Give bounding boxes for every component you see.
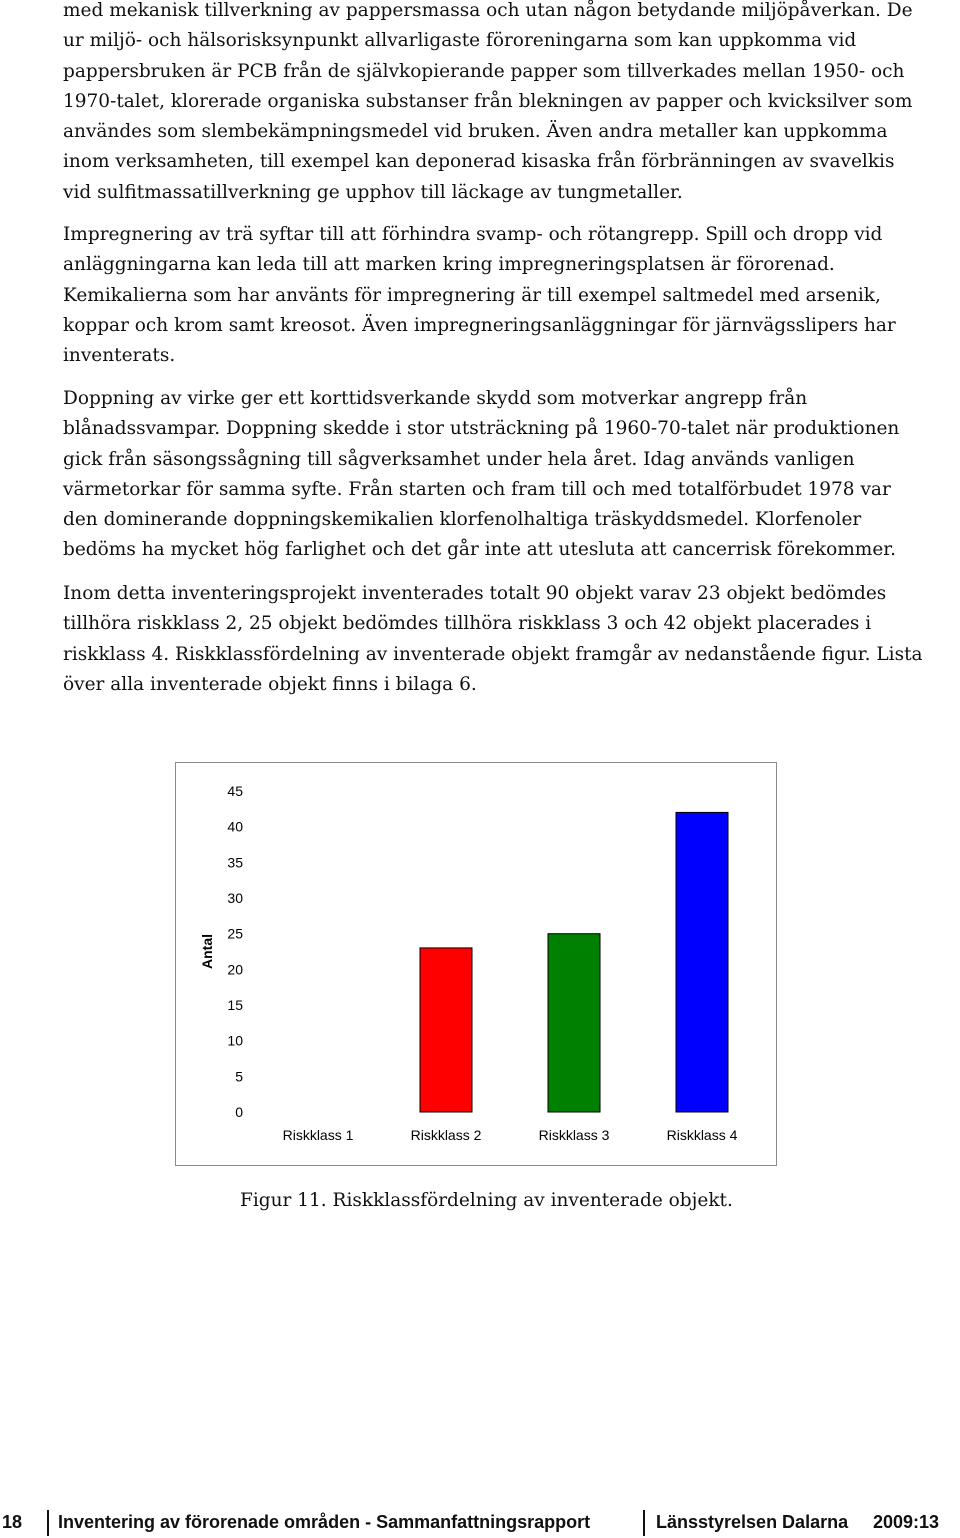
bar — [420, 948, 472, 1112]
y-tick-label: 25 — [227, 925, 243, 942]
paragraph-3 — [63, 384, 903, 566]
y-tick-label: 40 — [227, 818, 243, 835]
y-tick-label: 10 — [227, 1032, 243, 1049]
text-line: den dominerande doppningskemikalien klorfenolhaltiga träskyddsmedel. Klorfenoler — [63, 509, 862, 531]
x-tick-label: Riskklass 1 — [282, 1127, 354, 1143]
text-line: Impregnering av trä syftar till att förhindra svamp- och rötangrepp. Spill och dropp vid — [63, 224, 883, 245]
text-line: Inom detta inventeringsprojekt inventerades totalt 90 objekt varav 23 objekt bedömdes — [63, 583, 887, 604]
paragraph-1 — [63, 0, 913, 208]
text-line: riskklass 4. Riskklassfördelning av inventerade objekt framgår av nedanstående figur. Lista — [63, 643, 923, 665]
text-line: 1970-talet, klorerade organiska substanser från blekningen av papper och kvicksilver som — [63, 90, 913, 112]
bar — [676, 812, 728, 1112]
text-line: bedöms ha mycket hög farlighet och det går inte att utesluta att cancerrisk förekommer. — [63, 539, 896, 561]
y-tick-label: 45 — [227, 783, 243, 799]
footer-page-number: 18 — [2, 1512, 23, 1532]
text-line: blånadssvampar. Doppning skedde i stor utsträckning på 1960-70-talet när produktionen — [63, 418, 900, 440]
text-line: Kemikalierna som har använts för impregnering är till exempel saltmedel med arsenik, — [63, 284, 881, 306]
footer-separator — [643, 1510, 645, 1536]
y-tick-label: 5 — [235, 1068, 243, 1085]
y-tick-label: 20 — [227, 961, 243, 978]
text-line: vid sulfitmassatillverkning ge upphov till läckage av tungmetaller. — [63, 181, 683, 203]
text-line: koppar och krom samt kreosot. Även impregneringsanläggningar för järnvägsslipers har — [63, 314, 896, 336]
text-line: gick från säsongssågning till sågverksamhet under hela året. Idag används vanligen — [63, 448, 855, 470]
text-line: ur miljö- och hälsorisksynpunkt allvarligaste föroreningarna som kan uppkomma vid — [63, 30, 857, 52]
text-line: pappersbruken är PCB från de självkopierande papper som tillverkades mellan 1950- och — [63, 60, 905, 82]
paragraph-2 — [63, 220, 903, 371]
text-line: med mekanisk tillverkning av pappersmassa och utan någon betydande miljöpåverkan. De — [63, 0, 913, 21]
text-line: över alla inventerade objekt finns i bilaga 6. — [63, 673, 477, 695]
bar-chart-svg — [176, 763, 778, 1167]
y-tick-label: 35 — [227, 854, 243, 871]
text-line: användes som slembekämpningsmedel vid bruken. Även andra metaller kan uppkomma — [63, 121, 888, 143]
y-tick-label: 15 — [227, 997, 243, 1013]
x-tick-label: Riskklass 3 — [538, 1127, 610, 1143]
bar — [548, 934, 600, 1112]
x-tick-label: Riskklass 4 — [666, 1127, 738, 1143]
paragraph-4 — [63, 579, 923, 700]
text-line: inventerats. — [63, 345, 176, 367]
x-tick-label: Riskklass 2 — [410, 1127, 482, 1143]
text-line: inom verksamheten, till exempel kan deponerad kisaska från förbränningen av svavelkis — [63, 151, 895, 173]
y-tick-label: 30 — [227, 890, 243, 906]
text-line: tillhöra riskklass 2, 25 objekt bedömdes tillhöra riskklass 3 och 42 objekt placerades i — [63, 613, 872, 635]
figure-caption: Figur 11. Riskklassfördelning av inventerade objekt. — [240, 1190, 733, 1211]
footer-report-number: 2009:13 — [873, 1512, 940, 1532]
bar-chart — [175, 762, 777, 1166]
footer-doc-title: Inventering av förorenade områden - Sammanfattningsrapport — [58, 1512, 591, 1532]
y-tick-label: 0 — [235, 1104, 243, 1120]
text-line: anläggningarna kan leda till att marken kring impregneringsplatsen är förorenad. — [63, 254, 835, 276]
y-axis-label: Antal — [199, 934, 215, 969]
footer-separator — [47, 1510, 49, 1536]
page-footer — [0, 1508, 960, 1538]
text-line: Doppning av virke ger ett korttidsverkande skydd som motverkar angrepp från — [63, 388, 808, 409]
footer-organization: Länsstyrelsen Dalarna — [656, 1512, 849, 1532]
text-line: värmetorkar för samma syfte. Från starten och fram till och med totalförbudet 1978 var — [63, 478, 891, 500]
